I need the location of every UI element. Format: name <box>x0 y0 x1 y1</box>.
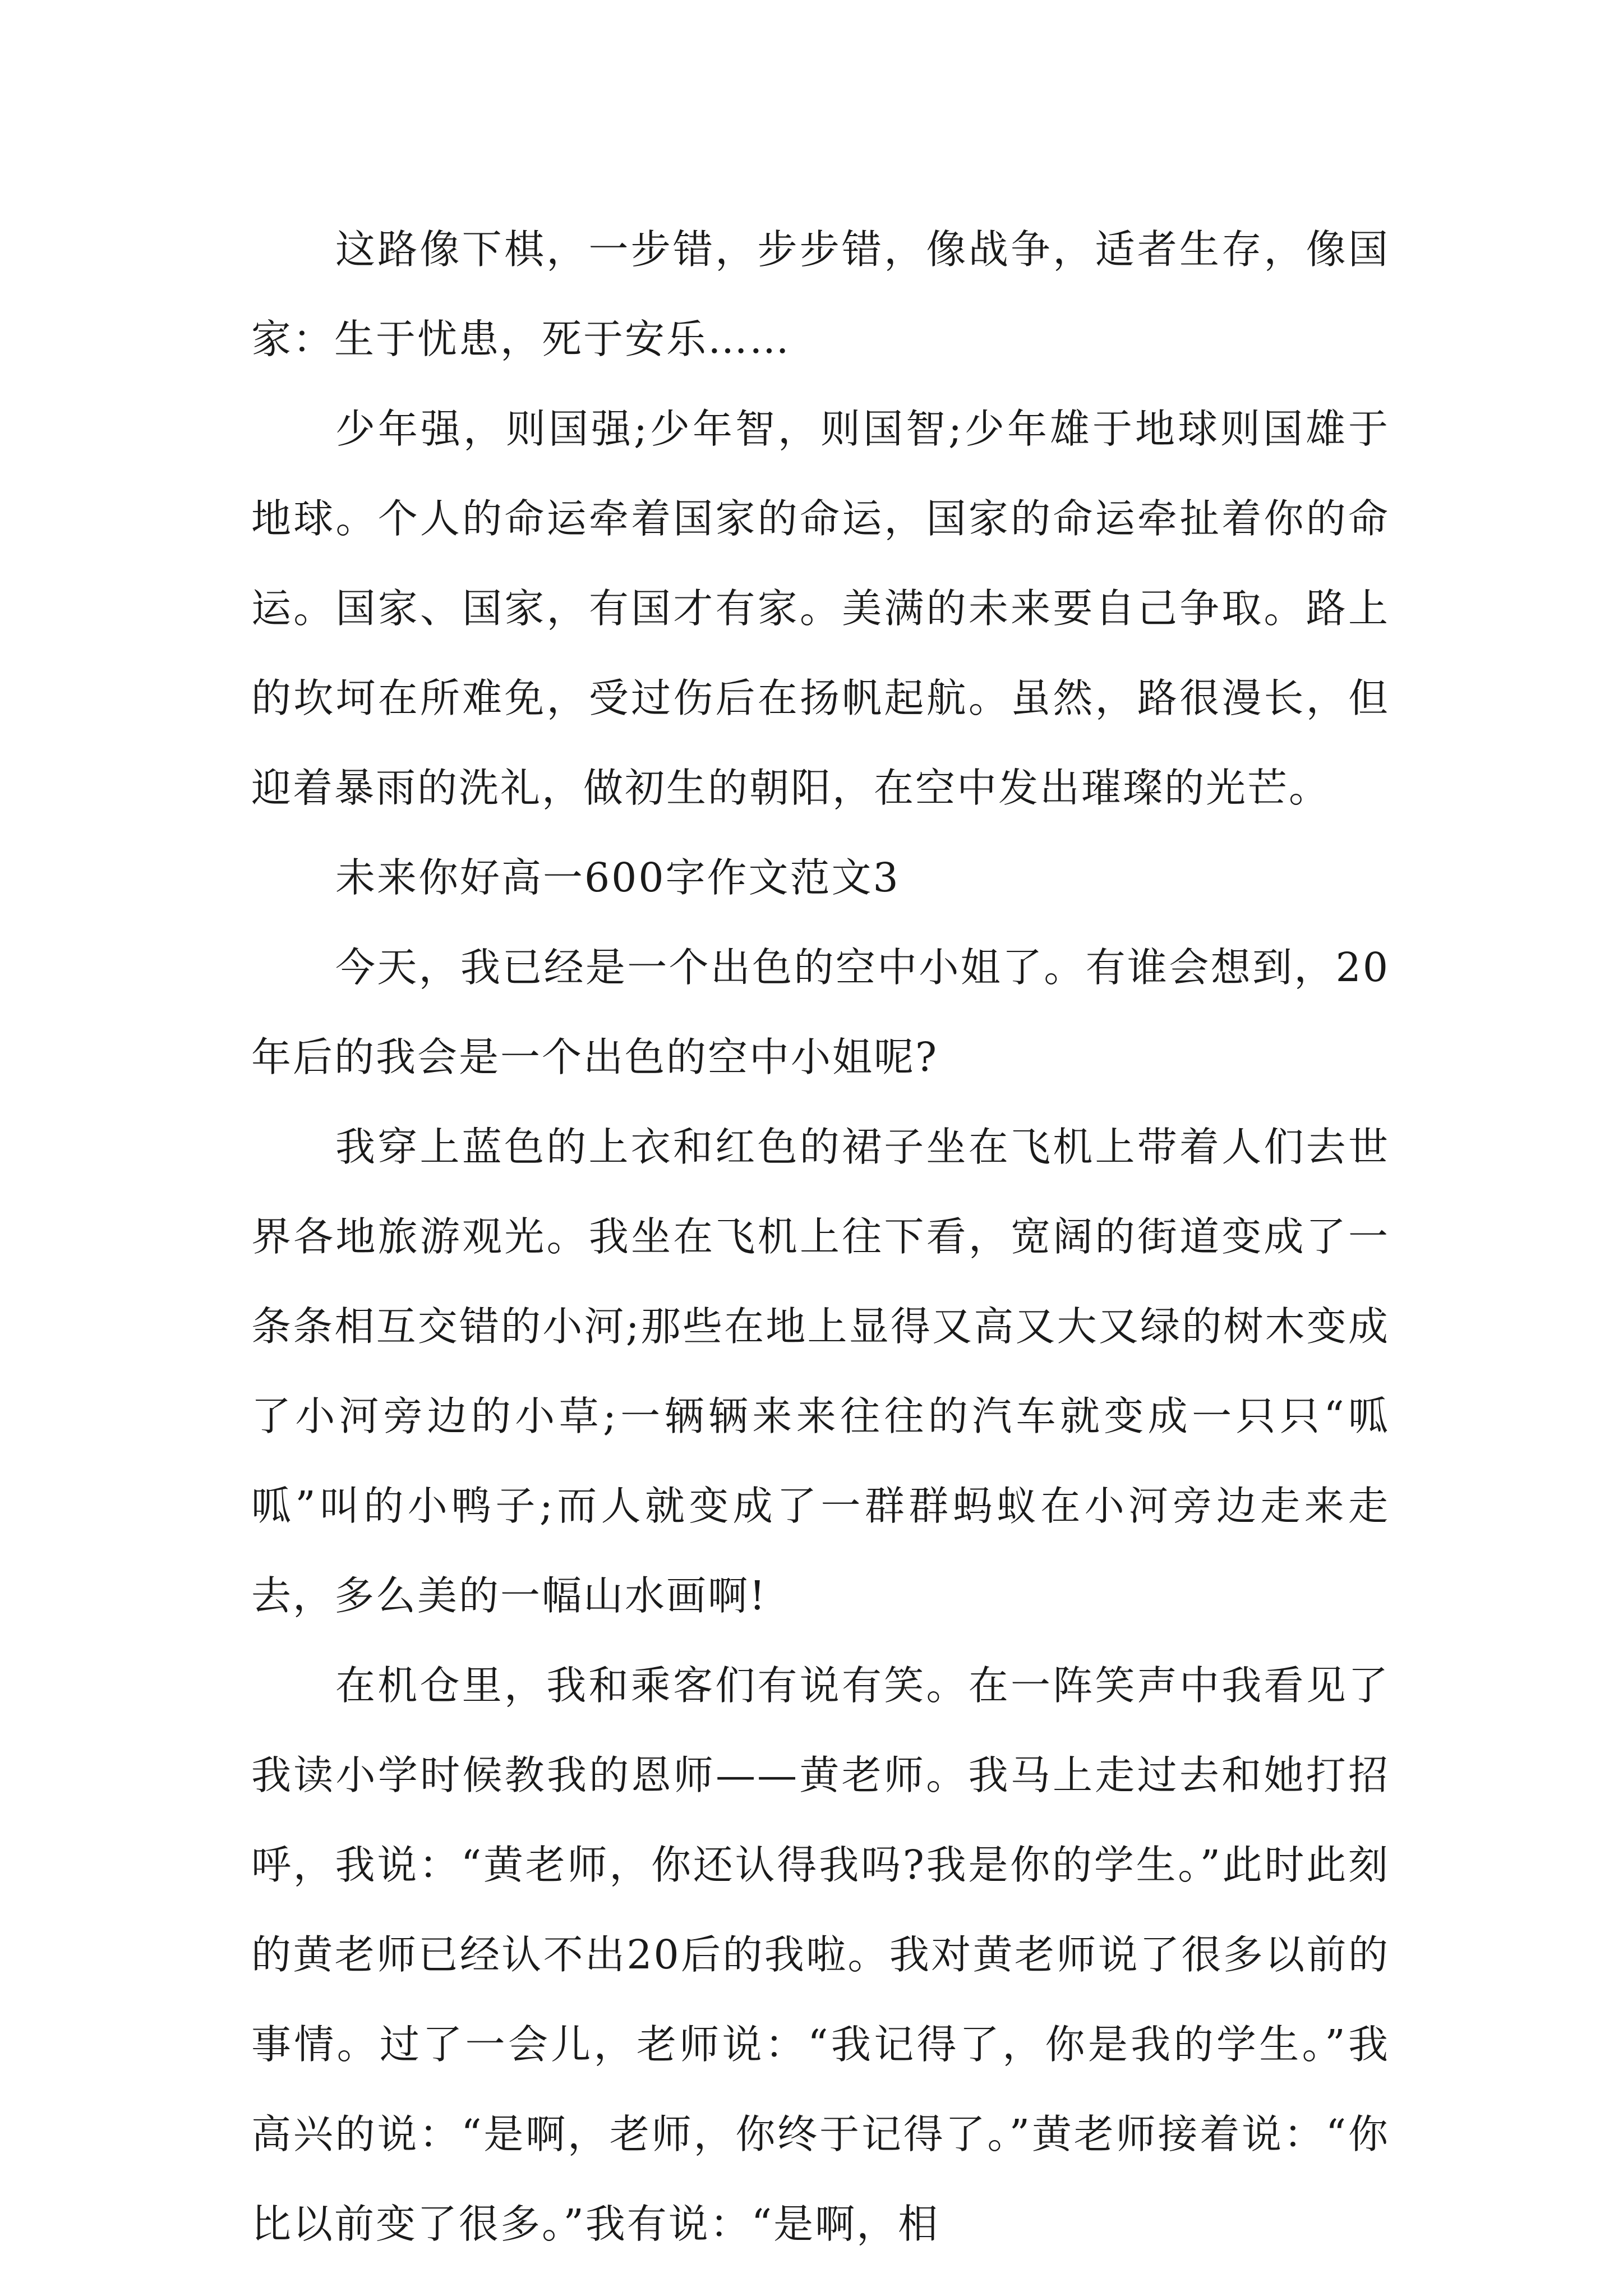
article-body <box>251 205 1390 2269</box>
paragraph-youth-strength: 少年强，则国强;少年智，则国智;少年雄于地球则国雄于地球。个人的命运牵着国家的命运，国家的命运牵扯着你的命运。国家、国家，有国才有家。美满的未来要自己争取。路上的坎坷在所难免，受过伤后在扬帆起航。虽然，路很漫长，但迎着暴雨的洗礼，做初生的朝阳，在空中发出璀璨的光芒。 <box>251 406 1390 811</box>
paragraph-flight-attendant: 今天，我已经是一个出色的空中小姐了。有谁会想到，20年后的我会是一个出色的空中小姐呢? <box>251 944 1390 1080</box>
paragraph-airplane-view: 我穿上蓝色的上衣和红色的裙子坐在飞机上带着人们去世界各地旅游观光。我坐在飞机上往下看，宽阔的街道变成了一条条相互交错的小河;那些在地上显得又高又大又绿的树木变成了小河旁边的小草;一辆辆来来往往的汽车就变成一只只“呱呱”叫的小鸭子;而人就变成了一群群蚂蚁在小河旁边走来走去，多么美的一幅山水画啊! <box>251 1124 1390 1619</box>
paragraph-teacher-meeting: 在机仓里，我和乘客们有说有笑。在一阵笑声中我看见了我读小学时候教我的恩师——黄老师。我马上走过去和她打招呼，我说：“黄老师，你还认得我吗?我是你的学生。”此时此刻的黄老师已经认不出20后的我啦。我对黄老师说了很多以前的事情。过了一会儿，老师说：“我记得了，你是我的学生。”我高兴的说：“是啊，老师，你终于记得了。”黄老师接着说：“你比以前变了很多。”我有说：“是啊，相 <box>251 1662 1390 2247</box>
section-heading: 未来你好高一600字作文范文3 <box>335 854 900 901</box>
paragraph-chess-metaphor: 这路像下棋，一步错，步步错，像战争，适者生存，像国家：生于忧患，死于安乐…… <box>251 226 1390 362</box>
